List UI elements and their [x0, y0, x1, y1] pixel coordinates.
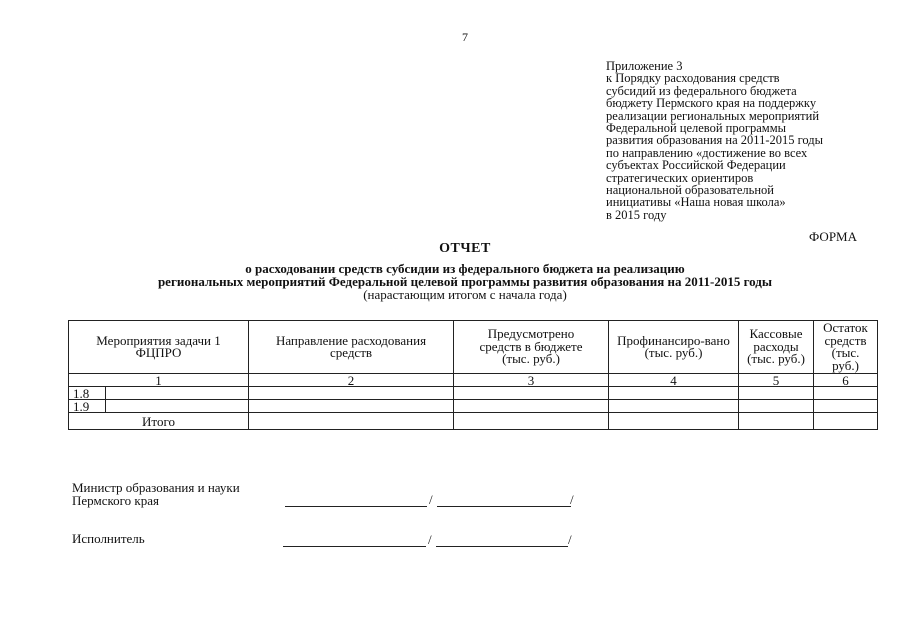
table-cell[interactable] — [814, 413, 878, 430]
executor-name-line[interactable] — [436, 546, 568, 547]
form-label: ФОРМА — [809, 229, 857, 244]
table-header-row — [69, 321, 878, 374]
appendix-line: субсидий из федерального бюджета — [606, 83, 797, 98]
table-cell[interactable] — [609, 387, 739, 400]
table-row — [69, 400, 878, 413]
column-number: 1 — [69, 374, 249, 387]
table-cell[interactable] — [814, 387, 878, 400]
appendix-line: в 2015 году — [606, 207, 667, 222]
appendix-line: инициативы «Наша новая школа» — [606, 195, 786, 210]
appendix-line: бюджету Пермского края на поддержку — [606, 96, 817, 111]
appendix-line: реализации региональных мероприятий — [606, 108, 820, 123]
appendix-line: по направлению «достижение во всех — [606, 145, 808, 160]
subtitle-line-3: (нарастающим итогом с начала года) — [363, 287, 567, 302]
total-label: Итого — [69, 413, 249, 430]
signature-separator: / — [429, 492, 433, 507]
table-cell[interactable] — [106, 387, 249, 400]
column-number: 4 — [609, 374, 739, 387]
appendix-header — [606, 60, 886, 221]
header-balance: Остаток средств (тыс. руб.) — [814, 321, 878, 374]
header-cash-expenses: Кассовые расходы (тыс. руб.) — [739, 321, 814, 374]
appendix-line: стратегических ориентиров — [606, 170, 754, 185]
report-table — [68, 320, 878, 430]
minister-title-line-1: Министр образования и науки — [72, 480, 240, 495]
executor-label: Исполнитель — [72, 531, 145, 546]
page-number: 7 — [462, 30, 468, 44]
table-cell[interactable] — [814, 400, 878, 413]
table-cell[interactable] — [609, 400, 739, 413]
row-id: 1.8 — [69, 387, 106, 400]
subtitle-line-2: региональных мероприятий Федеральной целевой программы развития образования на 2011-2015 годы — [157, 274, 773, 289]
table-cell[interactable] — [454, 400, 609, 413]
signature-separator: / — [570, 492, 574, 507]
table-cell[interactable] — [249, 387, 454, 400]
column-number: 3 — [454, 374, 609, 387]
appendix-line: Федеральной целевой программы — [606, 121, 787, 136]
appendix-line: к Порядку расходования средств — [606, 71, 780, 86]
row-id: 1.9 — [69, 400, 106, 413]
header-planned: Предусмотрено средств в бюджете (тыс. руб.) — [454, 321, 609, 374]
table-cell[interactable] — [454, 413, 609, 430]
document-subtitle — [0, 262, 905, 301]
table-cell[interactable] — [249, 413, 454, 430]
document-title: ОТЧЕТ — [439, 241, 491, 256]
signature-separator: / — [568, 532, 572, 547]
minister-title-line-2: Пермского края — [72, 493, 159, 508]
table-cell[interactable] — [249, 400, 454, 413]
header-financed: Профинансиро-вано (тыс. руб.) — [609, 321, 739, 374]
appendix-line: Приложение 3 — [606, 59, 683, 73]
appendix-line: субъектах Российской Федерации — [606, 158, 786, 173]
table-cell[interactable] — [739, 387, 814, 400]
total-row — [69, 413, 878, 430]
table-row — [69, 387, 878, 400]
signature-separator: / — [428, 532, 432, 547]
minister-name-line[interactable] — [437, 506, 571, 507]
table-cell[interactable] — [739, 400, 814, 413]
header-activities: Мероприятия задачи 1 ФЦПРО — [69, 321, 249, 374]
table-cell[interactable] — [609, 413, 739, 430]
appendix-line: национальной образовательной — [606, 183, 774, 198]
table-cell[interactable] — [106, 400, 249, 413]
minister-signature-label — [72, 481, 240, 507]
minister-signature-line[interactable] — [285, 506, 427, 507]
column-number: 6 — [814, 374, 878, 387]
column-number: 5 — [739, 374, 814, 387]
table-cell[interactable] — [454, 387, 609, 400]
column-numbers-row — [69, 374, 878, 387]
table-cell[interactable] — [739, 413, 814, 430]
subtitle-line-1: о расходовании средств субсидии из федерального бюджета на реализацию — [245, 261, 685, 276]
column-number: 2 — [249, 374, 454, 387]
header-direction: Направление расходования средств — [249, 321, 454, 374]
executor-signature-line[interactable] — [283, 546, 426, 547]
appendix-line: развития образования на 2011-2015 годы — [606, 133, 824, 148]
